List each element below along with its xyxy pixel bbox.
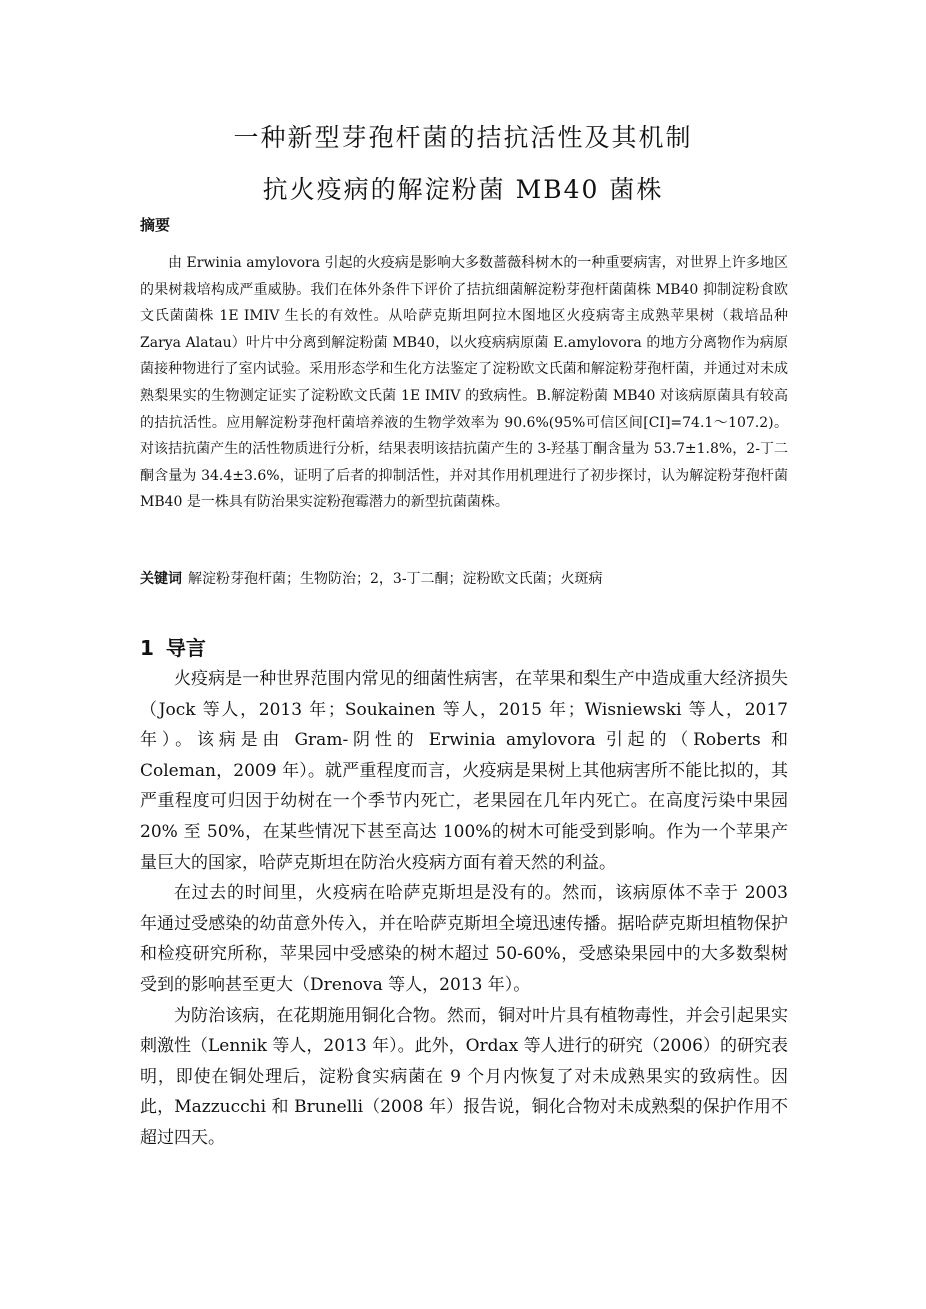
title-line-1: 一种新型芽孢杆菌的拮抗活性及其机制: [233, 123, 693, 152]
body-paragraph: 火疫病是一种世界范围内常见的细菌性病害，在苹果和梨生产中造成重大经济损失（Jock 等人，2013 年；Soukainen 等人，2015 年；Wisniewski 等人，2017 年）。该病是由 Gram-阴性的 Erwinia amylovora 引起的（Roberts 和 Coleman，2009 年）。就严重程度而言，火疫病是果树上其他病害所不能比拟的，其严重程度可归因于幼树在一个季节内死亡，老果园在几年内死亡。在高度污染中果园 20% 至 50%，在某些情况下甚至高达 100%的树木可能受到影响。作为一个苹果产量巨大的国家，哈萨克斯坦在防治火疫病方面有着天然的利益。: [140, 669, 788, 873]
abstract-text: 由 Erwinia amylovora 引起的火疫病是影响大多数蔷薇科树木的一种重要病害，对世界上许多地区的果树栽培构成严重威胁。我们在体外条件下评价了拮抗细菌解淀粉芽孢杆菌菌株 MB40 抑制淀粉食欧文氏菌菌株 1E IMIV 生长的有效性。从哈萨克斯坦阿拉木图地区火疫病寄主成熟苹果树（栽培品种 Zarya Alatau）叶片中分离到解淀粉菌 MB40，以火疫病病原菌 E.amylovora 的地方分离物作为病原菌接种物进行了室内试验。采用形态学和生化方法鉴定了淀粉欧文氏菌和解淀粉芽孢杆菌，并通过对未成熟梨果实的生物测定证实了淀粉欧文氏菌 1E IMIV 的致病性。B.解淀粉菌 MB40 对该病原菌具有较高的拮抗活性。应用解淀粉芽孢杆菌培养液的生物学效率为 90.6%(95%可信区间[CI]=74.1～107.2)。对该拮抗菌产生的活性物质进行分析，结果表明该拮抗菌产生的 3-羟基丁酮含量为 53.7±1.8%，2-丁二酮含量为 34.4±3.6%，证明了后者的抑制活性，并对其作用机理进行了初步探讨，认为解淀粉芽孢杆菌 MB40 是一株具有防治果实淀粉孢霉潜力的新型抗菌菌株。: [140, 255, 788, 511]
section-number: 1: [140, 636, 154, 660]
keywords-text: 解淀粉芽孢杆菌；生物防治；2，3-丁二酮；淀粉欧文氏菌；火斑病: [188, 571, 603, 587]
body-paragraph: 为防治该病，在花期施用铜化合物。然而，铜对叶片具有植物毒性，并会引起果实刺激性（Lennik 等人，2013 年）。此外，Ordax 等人进行的研究（2006）的研究表明，即使在铜处理后，淀粉食实病菌在 9 个月内恢复了对未成熟果实的致病性。因此，Mazzucchi 和 Brunelli（2008 年）报告说，铜化合物对未成熟梨的保护作用不超过四天。: [140, 1005, 788, 1148]
body-paragraph: 在过去的时间里，火疫病在哈萨克斯坦是没有的。然而，该病原体不幸于 2003 年通过受感染的幼苗意外传入，并在哈萨克斯坦全境迅速传播。据哈萨克斯坦植物保护和检疫研究所称，苹果园中受感染的树木超过 50-60%，受感染果园中的大多数梨树受到的影响甚至更大（Drenova 等人，2013 年）。: [140, 883, 788, 995]
keywords-line: [140, 568, 788, 590]
section-body: [140, 664, 788, 1154]
abstract-heading: 摘要: [140, 216, 171, 234]
section-title: 导言: [165, 636, 206, 660]
title-line-2: 抗火疫病的解淀粉菌 MB40 菌株: [262, 175, 664, 204]
section-heading: [140, 632, 206, 661]
keywords-label: 关键词: [140, 571, 182, 587]
